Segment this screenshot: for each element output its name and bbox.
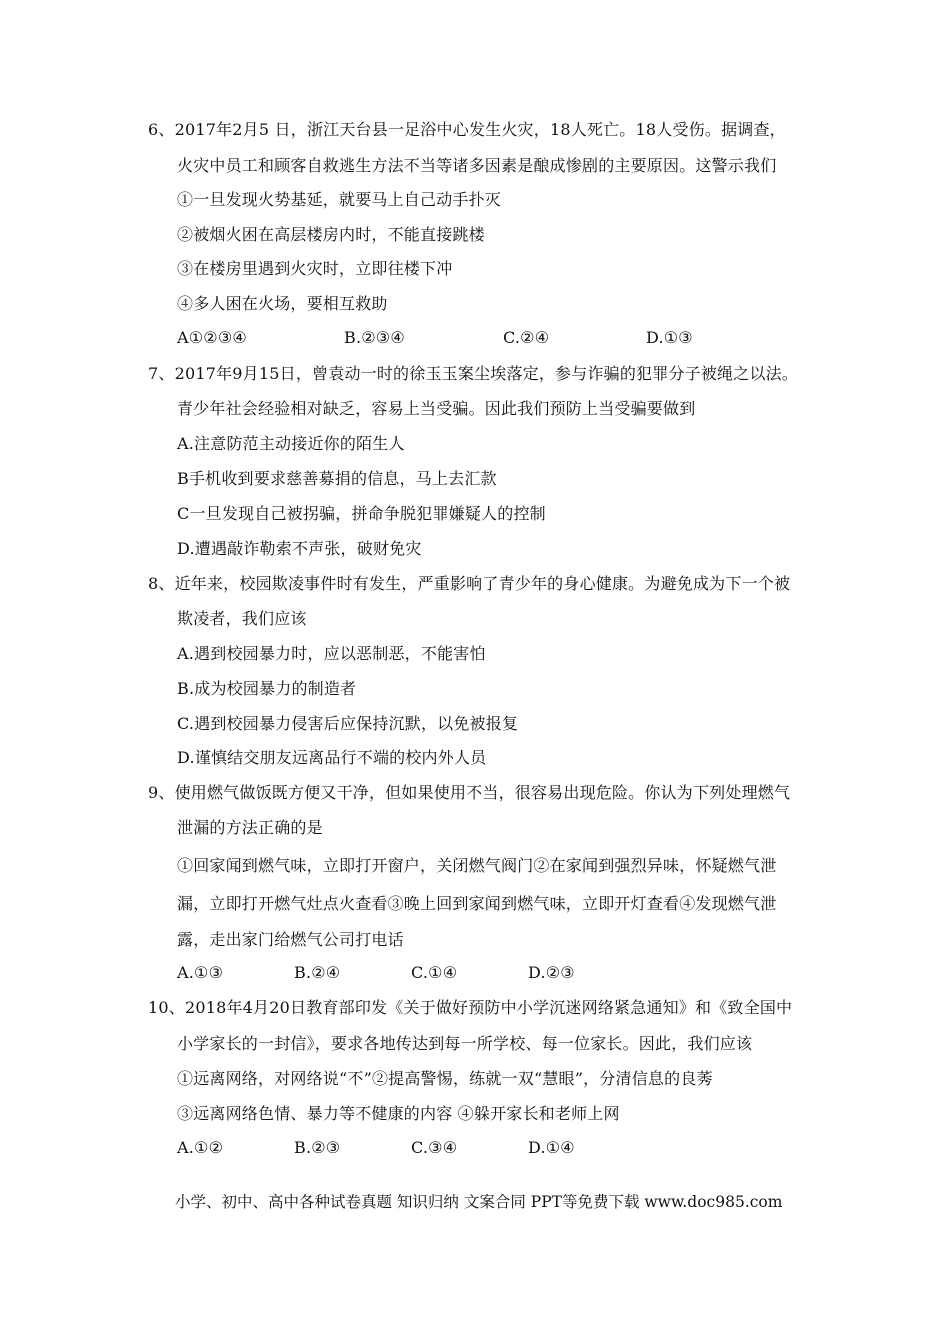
question-6-stem-line-2: 火灾中员工和顾客自救逃生方法不当等诸多因素是酿成惨剧的主要原因。这警示我们 — [177, 156, 777, 175]
question-9-stem-line-1: 9、使用燃气做饭既方便又干净，但如果使用不当，很容易出现危险。你认为下列处理燃气 — [148, 783, 791, 802]
question-9-body-line-3: 露，走出家门给燃气公司打电话 — [177, 930, 404, 949]
question-8-stem-line-1: 8、近年来，校园欺凌事件时有发生，严重影响了青少年的身心健康。为避免成为下一个被 — [148, 574, 791, 593]
question-9-option-a: A.①③ — [177, 963, 224, 982]
question-6-item-2: ②被烟火困在高层楼房内时，不能直接跳楼 — [177, 225, 485, 244]
question-7-option-a: A.注意防范主动接近你的陌生人 — [177, 434, 405, 453]
question-6-item-3: ③在楼房里遇到火灾时，立即往楼下冲 — [177, 259, 453, 278]
question-10-option-d: D.①④ — [528, 1138, 575, 1157]
question-9-stem-line-2: 泄漏的方法正确的是 — [177, 818, 323, 837]
question-9-option-c: C.①④ — [411, 963, 458, 982]
question-10-option-a: A.①② — [177, 1138, 224, 1157]
question-7-stem-line-1: 7、2017年9月15日，曾袁动一时的徐玉玉案尘埃落定，参与诈骗的犯罪分子被绳之以法。 — [148, 364, 799, 383]
question-10-option-c: C.③④ — [411, 1138, 458, 1157]
question-8-option-b: B.成为校园暴力的制造者 — [177, 679, 357, 698]
question-10-body-line-1: ①远离网络，对网络说“不”②提高警惕，练就一双“慧眼”，分清信息的良莠 — [177, 1069, 713, 1088]
question-6-stem-line-1: 6、2017年2月5 日，浙江天台县一足浴中心发生火灾，18人死亡。18人受伤。据调查， — [148, 120, 786, 139]
question-10-body-line-2: ③远离网络色情、暴力等不健康的内容 ④躲开家长和老师上网 — [177, 1104, 620, 1123]
question-6-option-c: C.②④ — [503, 328, 550, 347]
footer-text: 小学、初中、高中各种试卷真题 知识归纳 文案合同 PPT等免费下载 www.doc985.com — [175, 1193, 783, 1211]
question-6-item-1: ①一旦发现火势基延，就要马上自己动手扑灭 — [177, 190, 502, 209]
question-9-option-d: D.②③ — [528, 963, 575, 982]
question-8-option-d: D.谨慎结交朋友远离品行不端的校内外人员 — [177, 748, 487, 767]
question-6-option-b: B.②③④ — [344, 328, 405, 347]
question-6-option-d: D.①③ — [646, 328, 693, 347]
question-10-stem-line-2: 小学家长的一封信》，要求各地传达到每一所学校、每一位家长。因此，我们应该 — [177, 1034, 753, 1053]
question-8-option-a: A.遇到校园暴力时，应以恶制恶，不能害怕 — [177, 644, 486, 663]
question-8-option-c: C.遇到校园暴力侵害后应保持沉默，以免被报复 — [177, 714, 519, 733]
question-6-option-a: A①②③④ — [177, 328, 247, 347]
question-7-stem-line-2: 青少年社会经验相对缺乏，容易上当受骗。因此我们预防上当受骗要做到 — [177, 399, 696, 418]
question-10-option-b: B.②③ — [294, 1138, 341, 1157]
question-8-stem-line-2: 欺凌者，我们应该 — [177, 609, 307, 628]
question-9-body-line-2: 漏，立即打开燃气灶点火查看③晚上回到家闻到燃气味，立即开灯查看④发现燃气泄 — [177, 894, 777, 913]
question-7-option-b: B手机收到要求慈善募捐的信息，马上去汇款 — [177, 469, 497, 488]
question-6-item-4: ④多人困在火场，要相互救助 — [177, 294, 388, 313]
question-9-option-b: B.②④ — [294, 963, 341, 982]
question-9-body-line-1: ①回家闻到燃气味，立即打开窗户，关闭燃气阀门②在家闻到强烈异味，怀疑燃气泄 — [177, 856, 777, 875]
question-10-stem-line-1: 10、2018年4月20日教育部印发《关于做好预防中小学沉迷网络紧急通知》和《致全国中 — [148, 998, 793, 1017]
question-7-option-c: C一旦发现自己被拐骗，拼命争脱犯罪嫌疑人的控制 — [177, 504, 546, 523]
question-7-option-d: D.遭遇敲诈勒索不声张，破财免灾 — [177, 539, 422, 558]
